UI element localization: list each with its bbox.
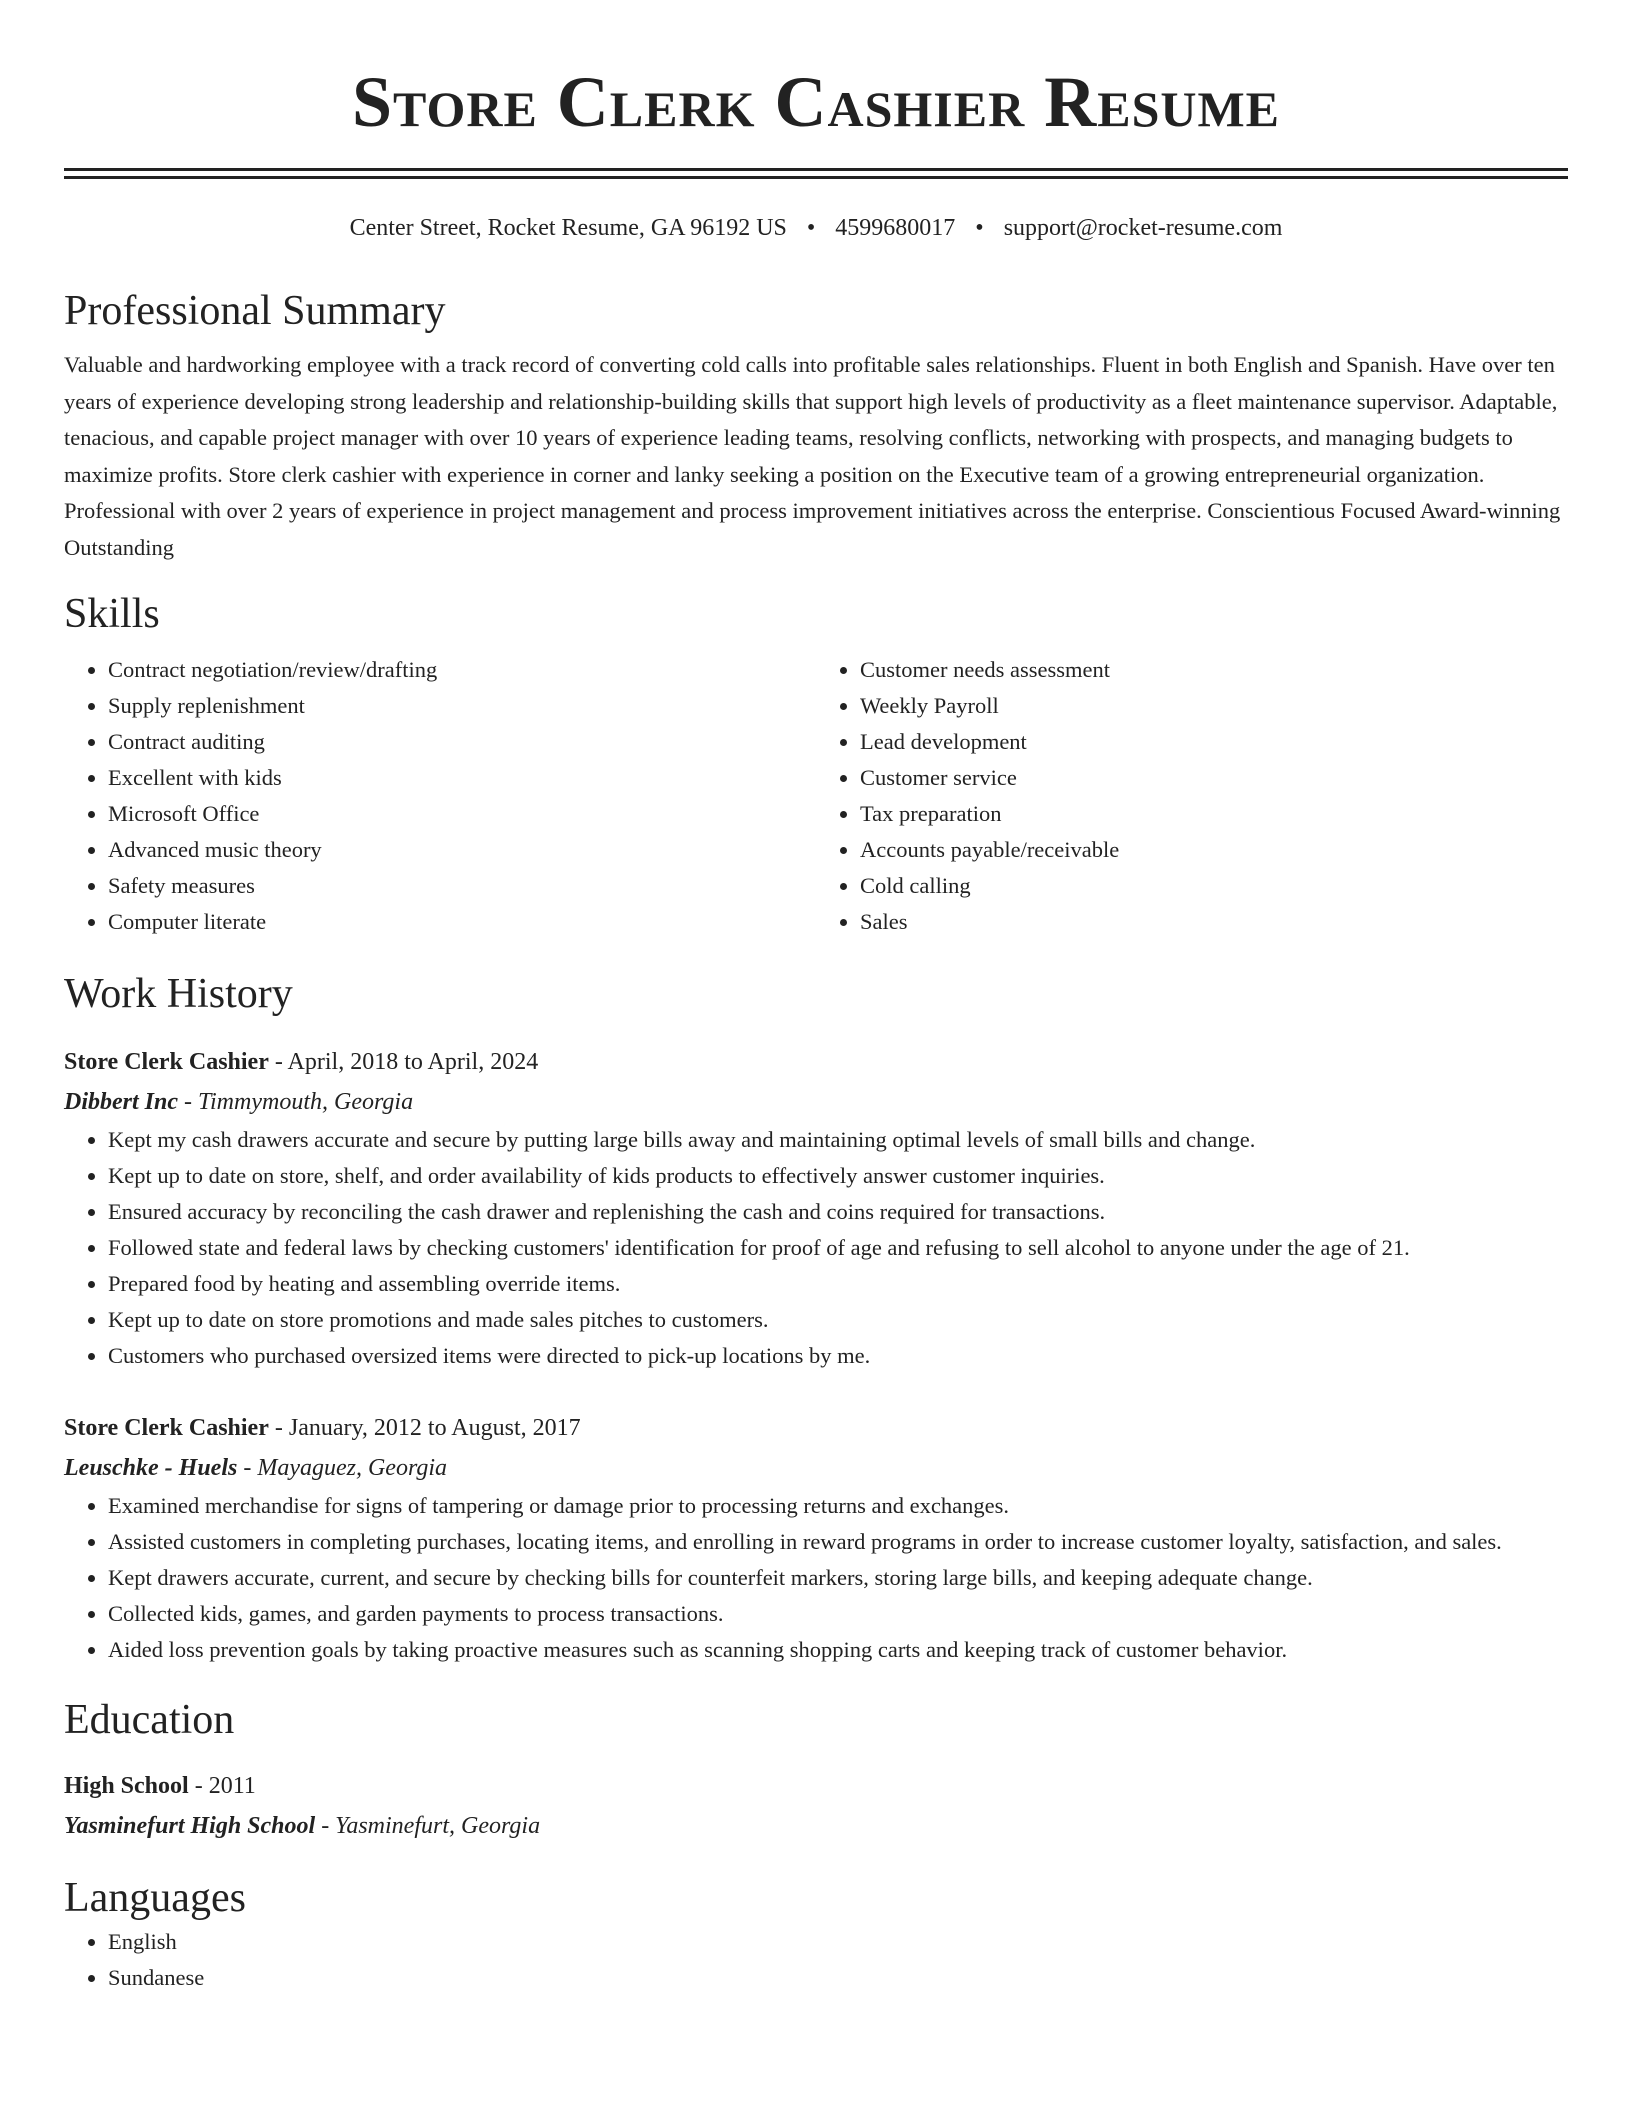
duty-item: • Customers who purchased oversized items were directed to pick-up locations by me.: [108, 1338, 1568, 1374]
language-item: • English: [108, 1924, 1568, 1960]
contact-phone: 4599680017: [835, 215, 956, 241]
job-employer: [64, 1448, 1568, 1488]
education-school: Yasminefurt High School: [64, 1813, 316, 1839]
job-header: [64, 1042, 1568, 1082]
skill-item: • Excellent with kids: [108, 760, 816, 796]
job-dates: - January, 2012 to August, 2017: [268, 1415, 581, 1441]
languages-list: [64, 1924, 1568, 1996]
language-item: • Sundanese: [108, 1960, 1568, 1996]
skill-item: • Safety measures: [108, 868, 816, 904]
job-duties: [64, 1122, 1568, 1374]
skill-item: • Advanced music theory: [108, 832, 816, 868]
job-header: [64, 1408, 1568, 1448]
company-name: Leuschke - Huels: [64, 1455, 238, 1481]
company-name: Dibbert Inc: [64, 1089, 178, 1115]
skill-item: • Supply replenishment: [108, 688, 816, 724]
duty-item: • Examined merchandise for signs of tampering or damage prior to processing returns and exchanges.: [108, 1488, 1568, 1524]
languages-heading: Languages: [64, 1875, 246, 1921]
job-title: Store Clerk Cashier: [64, 1415, 269, 1441]
skill-item: • Microsoft Office: [108, 796, 816, 832]
education-degree-line: [64, 1766, 1568, 1806]
education-heading: Education: [64, 1697, 235, 1743]
title-divider-top: [64, 168, 1568, 171]
duty-item: • Kept drawers accurate, current, and secure by checking bills for counterfeit markers, storing large bills, and keeping adequate change.: [108, 1560, 1568, 1596]
duty-item: • Ensured accuracy by reconciling the cash drawer and replenishing the cash and coins required for transactions.: [108, 1194, 1568, 1230]
job-employer: [64, 1082, 1568, 1122]
work-history-heading: Work History: [64, 971, 293, 1017]
skill-item: • Weekly Payroll: [860, 688, 1568, 724]
contact-address: Center Street, Rocket Resume, GA 96192 US: [349, 215, 787, 241]
job-duties: [64, 1488, 1568, 1668]
duty-item: • Prepared food by heating and assembling override items.: [108, 1266, 1568, 1302]
skills-list: [64, 652, 1568, 940]
skill-item: • Contract auditing: [108, 724, 816, 760]
contact-separator: •: [806, 215, 816, 241]
job-title: Store Clerk Cashier: [64, 1049, 269, 1075]
skill-item: • Customer needs assessment: [860, 652, 1568, 688]
duty-item: • Followed state and federal laws by checking customers' identification for proof of age and refusing to sell alcohol to anyone under the age of 21.: [108, 1230, 1568, 1266]
duty-item: • Aided loss prevention goals by taking proactive measures such as scanning shopping carts and keeping track of customer behavior.: [108, 1632, 1568, 1668]
skill-item: • Contract negotiation/review/drafting: [108, 652, 816, 688]
skill-item: • Cold calling: [860, 868, 1568, 904]
resume-title: Store Clerk Cashier Resume: [351, 62, 1281, 142]
skill-item: • Tax preparation: [860, 796, 1568, 832]
title-divider-bottom: [64, 176, 1568, 179]
skill-item: • Computer literate: [108, 904, 816, 940]
skill-item: • Lead development: [860, 724, 1568, 760]
duty-item: • Kept up to date on store promotions and made sales pitches to customers.: [108, 1302, 1568, 1338]
summary-text: Valuable and hardworking employee with a track record of converting cold calls into profitable sales relationships. Fluent in both English and Spanish. Have over ten years of experience developing strong leadership and relationship-building skills that support high levels of productivity as a fleet maintenance supervisor. Adaptable, tenacious, and capable project manager with over 10 years of experience leading teams, resolving conflicts, networking with prospects, and managing budgets to maximize profits. Store clerk cashier with experience in corner and lanky seeking a position on the Executive team of a growing entrepreneurial organization. Professional with over 2 years of experience in project management and process improvement initiatives across the enterprise. Conscientious Focused Award-winning Outstanding: [64, 352, 1561, 560]
contact-separator: •: [975, 215, 984, 241]
contact-email: support@rocket-resume.com: [1003, 215, 1283, 241]
job-entry: [64, 1042, 1568, 1374]
education-degree: High School: [64, 1773, 189, 1799]
skills-column-left: [64, 652, 816, 940]
skill-item: • Customer service: [860, 760, 1568, 796]
skills-column-right: [816, 652, 1568, 940]
skill-item: • Accounts payable/receivable: [860, 832, 1568, 868]
duty-item: • Kept my cash drawers accurate and secure by putting large bills away and maintaining optimal levels of small bills and change.: [108, 1122, 1568, 1158]
job-dates: - April, 2018 to April, 2024: [268, 1049, 539, 1075]
education-year: - 2011: [188, 1773, 256, 1799]
contact-line: [64, 213, 1568, 243]
duty-item: • Collected kids, games, and garden payments to process transactions.: [108, 1596, 1568, 1632]
skills-heading: Skills: [64, 591, 160, 637]
summary-heading: Professional Summary: [64, 288, 446, 334]
education-location: - Yasminefurt, Georgia: [315, 1813, 541, 1839]
skill-item: • Sales: [860, 904, 1568, 940]
job-entry: [64, 1408, 1568, 1668]
duty-item: • Kept up to date on store, shelf, and order availability of kids products to effectively answer customer inquiries.: [108, 1158, 1568, 1194]
duty-item: • Assisted customers in completing purchases, locating items, and enrolling in reward programs in order to increase customer loyalty, satisfaction, and sales.: [108, 1524, 1568, 1560]
job-location: - Timmymouth, Georgia: [178, 1089, 414, 1115]
job-location: - Mayaguez, Georgia: [237, 1455, 448, 1481]
education-school-line: [64, 1806, 1568, 1846]
